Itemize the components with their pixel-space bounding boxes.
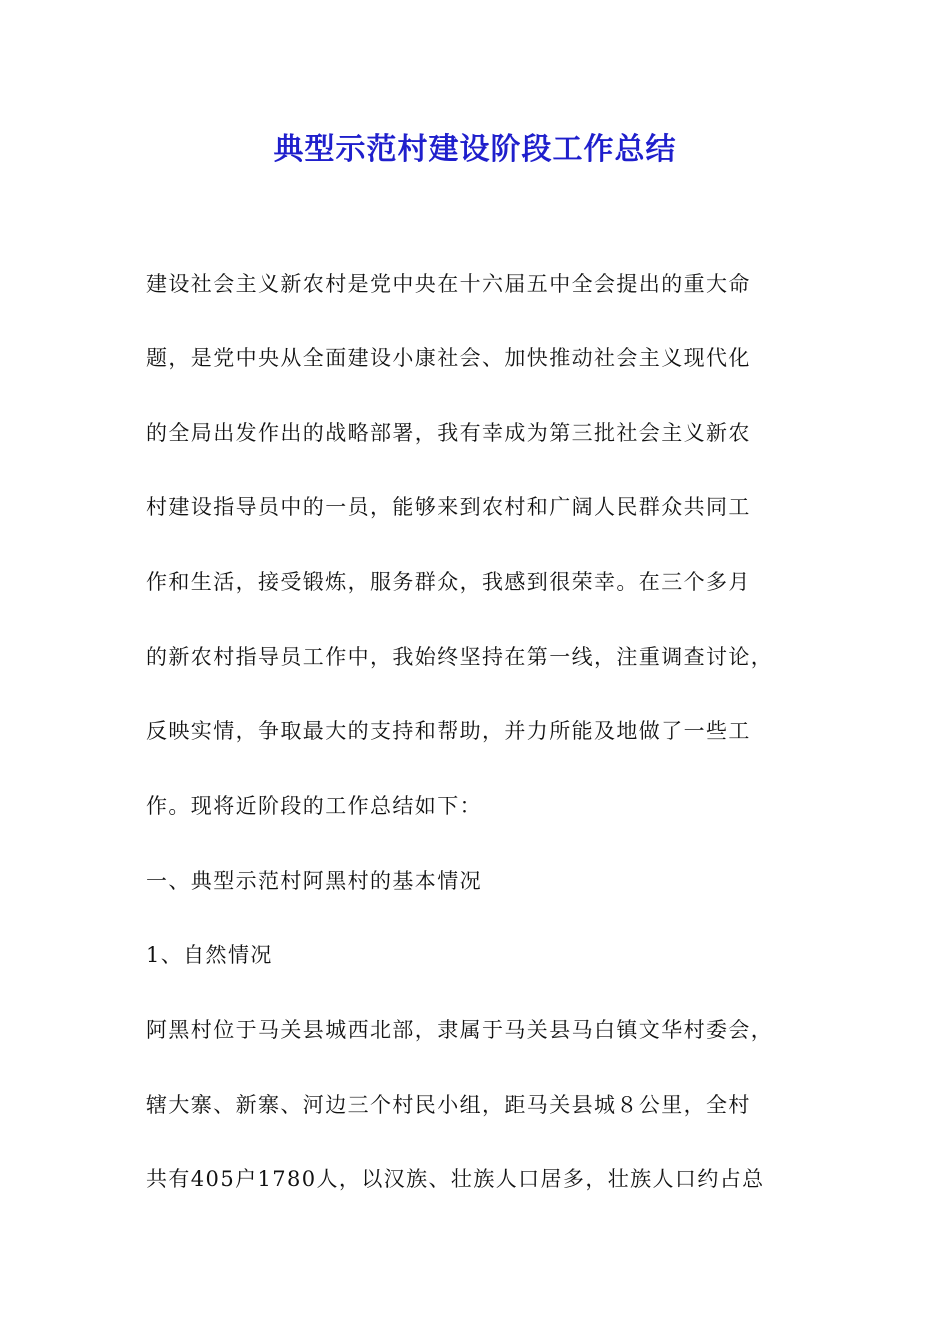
- paragraph-line: 的新农村指导员工作中，我始终坚持在第一线，注重调查讨论，: [146, 645, 774, 669]
- paragraph-line: 阿黑村位于马关县城西北部，隶属于马关县马白镇文华村委会，: [146, 1018, 774, 1042]
- paragraph-line: 题，是党中央从全面建设小康社会、加快推动社会主义现代化: [146, 346, 751, 370]
- paragraph-line: 反映实情，争取最大的支持和帮助，并力所能及地做了一些工: [146, 719, 751, 743]
- paragraph-line: 作。现将近阶段的工作总结如下：: [146, 794, 482, 818]
- subsection-heading: 1、自然情况: [146, 943, 273, 967]
- paragraph-line: 共有405户1780人，以汉族、壮族人口居多，壮族人口约占总: [146, 1167, 765, 1191]
- document-title: 典型示范村建设阶段工作总结: [273, 132, 677, 167]
- section-heading: 一、典型示范村阿黑村的基本情况: [146, 869, 482, 893]
- paragraph-line: 建设社会主义新农村是党中央在十六届五中全会提出的重大命: [146, 272, 751, 296]
- paragraph-line: 作和生活，接受锻炼，服务群众，我感到很荣幸。在三个多月: [146, 570, 751, 594]
- paragraph-line: 村建设指导员中的一员，能够来到农村和广阔人民群众共同工: [146, 495, 751, 519]
- paragraph-line: 辖大寨、新寨、河边三个村民小组，距马关县城８公里，全村: [146, 1093, 751, 1117]
- paragraph-line: 的全局出发作出的战略部署，我有幸成为第三批社会主义新农: [146, 421, 751, 445]
